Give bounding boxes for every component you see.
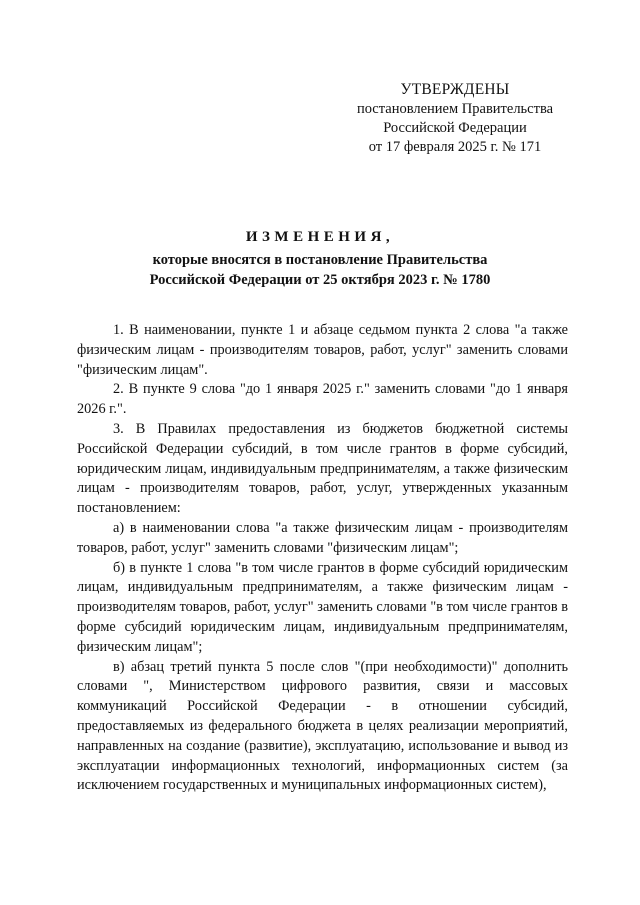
approval-title: УТВЕРЖДЕНЫ xyxy=(400,81,510,98)
heading-line-1: которые вносятся в постановление Правительства xyxy=(152,252,488,268)
approval-line-1: постановлением Правительства xyxy=(356,101,554,117)
heading-line-2: Российской Федерации от 25 октября 2023 г. № 1780 xyxy=(149,272,491,288)
document-body xyxy=(77,321,568,796)
paragraph-3b: б) в пункте 1 слова "в том числе грантов в форме субсидий юридическим лицам, индивидуальным предпринимателям, а также физическим лицам - производителям товаров, работ, услуг" заменить словами "в том числе грантов в форме субсидий юридическим лицам, индивидуальным предпринимателям, физическим лицам"; xyxy=(77,559,568,655)
paragraph-3a: а) в наименовании слова "а также физическим лицам - производителям товаров, работ, услуг" заменить словами "физическим лицам"; xyxy=(77,519,568,556)
paragraph-1: 1. В наименовании, пункте 1 и абзаце седьмом пункта 2 слова "а также физическим лицам - производителям товаров, работ, услуг" заменить словами "физическим лицам". xyxy=(77,322,568,378)
approval-line-3: от 17 февраля 2025 г. № 171 xyxy=(368,139,542,155)
paragraph-3c: в) абзац третий пункта 5 после слов "(при необходимости)" дополнить словами ", Министерством цифрового развития, связи и массовых коммуникаций Российской Федерации - в отношении субсидий, предоставляемых из федерального бюджета в целях реализации мероприятий, направленных на создание (развитие), эксплуатацию, использование и вывод из эксплуатации информационных технологий, информационных систем (за исключением государственных и муниципальных информационных систем), xyxy=(77,658,568,794)
paragraph-2: 2. В пункте 9 слова "до 1 января 2025 г." заменить словами "до 1 января 2026 г.". xyxy=(77,381,568,418)
approval-line-2: Российской Федерации xyxy=(383,120,527,136)
approval-stamp xyxy=(340,80,570,157)
document-title: ИЗМЕНЕНИЯ, xyxy=(245,229,395,245)
document-heading xyxy=(60,227,580,290)
paragraph-3: 3. В Правилах предоставления из бюджетов бюджетной системы Российской Федерации субсидий, в том числе грантов в форме субсидий, юридическим лицам, индивидуальным предпринимателям, а также физическим лицам - производителям товаров, работ, услуг, утвержденных указанным постановлением: xyxy=(77,420,568,517)
